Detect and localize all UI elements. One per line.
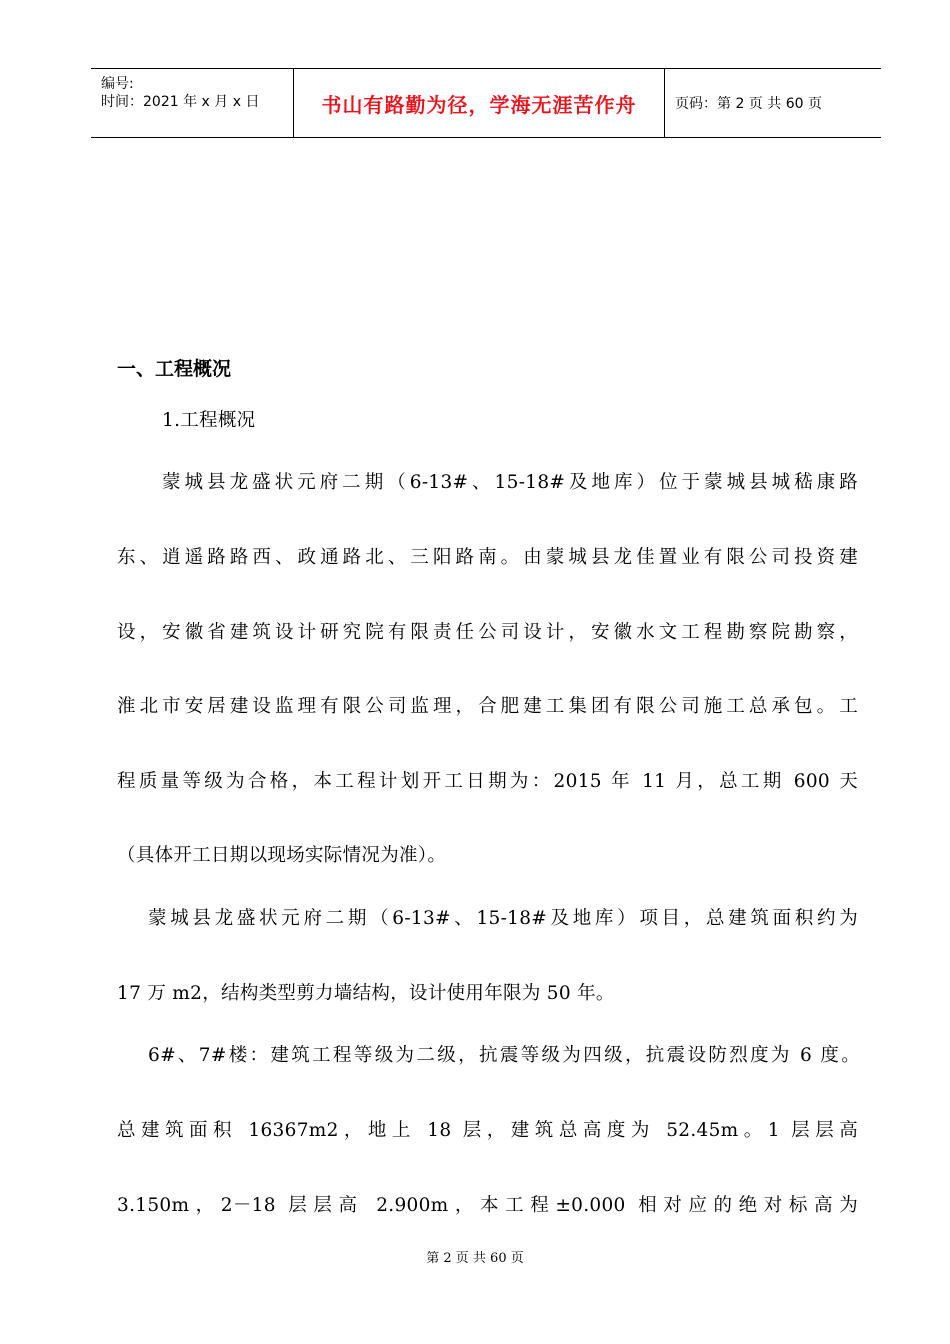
page-header [91, 68, 881, 138]
body-line-6: （具体开工日期以现场实际情况为准）。 [117, 845, 447, 866]
body-line-7: 蒙城县龙盛状元府二期（6-13#、15-18#及地库）项目，总建筑面积约为 [148, 908, 858, 929]
page-info: 页码：第 2 页 共 60 页 [675, 96, 822, 112]
body-line-11: 3.150m，2－18 层层高 2.900m，本工程±0.000 相对应的绝对标高为 [117, 1195, 858, 1216]
body-line-3: 设，安徽省建筑设计研究院有限责任公司设计，安徽水文工程勘察院勘察， [117, 622, 858, 643]
time-label: 时间：2021 年 x 月 x 日 [101, 94, 260, 110]
number-label: 编号: [101, 76, 134, 92]
body-line-1: 蒙城县龙盛状元府二期（6-13#、15-18#及地库）位于蒙城县城嵇康路 [162, 472, 858, 493]
header-meta-cell [91, 69, 294, 137]
page-footer: 第 2 页 共 60 页 [426, 1251, 524, 1266]
header-page-cell [665, 69, 881, 137]
body-line-4: 淮北市安居建设监理有限公司监理，合肥建工集团有限公司施工总承包。工 [117, 696, 858, 717]
body-line-5: 程质量等级为合格，本工程计划开工日期为：2015 年 11 月，总工期 600 天 [117, 771, 858, 792]
subsection-title: 1.工程概况 [162, 410, 256, 431]
body-line-2: 东、逍遥路路西、政通路北、三阳路南。由蒙城县龙佳置业有限公司投资建 [117, 547, 858, 568]
section-title: 一、工程概况 [117, 358, 232, 380]
header-motto-cell [294, 69, 665, 137]
body-line-9: 6#、7#楼：建筑工程等级为二级，抗震等级为四级，抗震设防烈度为 6 度。 [148, 1045, 860, 1066]
body-line-8: 17 万 m2，结构类型剪力墙结构，设计使用年限为 50 年。 [117, 983, 615, 1004]
body-line-10: 总建筑面积 16367m2，地上 18 层，建筑总高度为 52.45m。1 层层高 [117, 1120, 858, 1141]
motto-text: 书山有路勤为径，学海无涯苦作舟 [321, 92, 637, 117]
